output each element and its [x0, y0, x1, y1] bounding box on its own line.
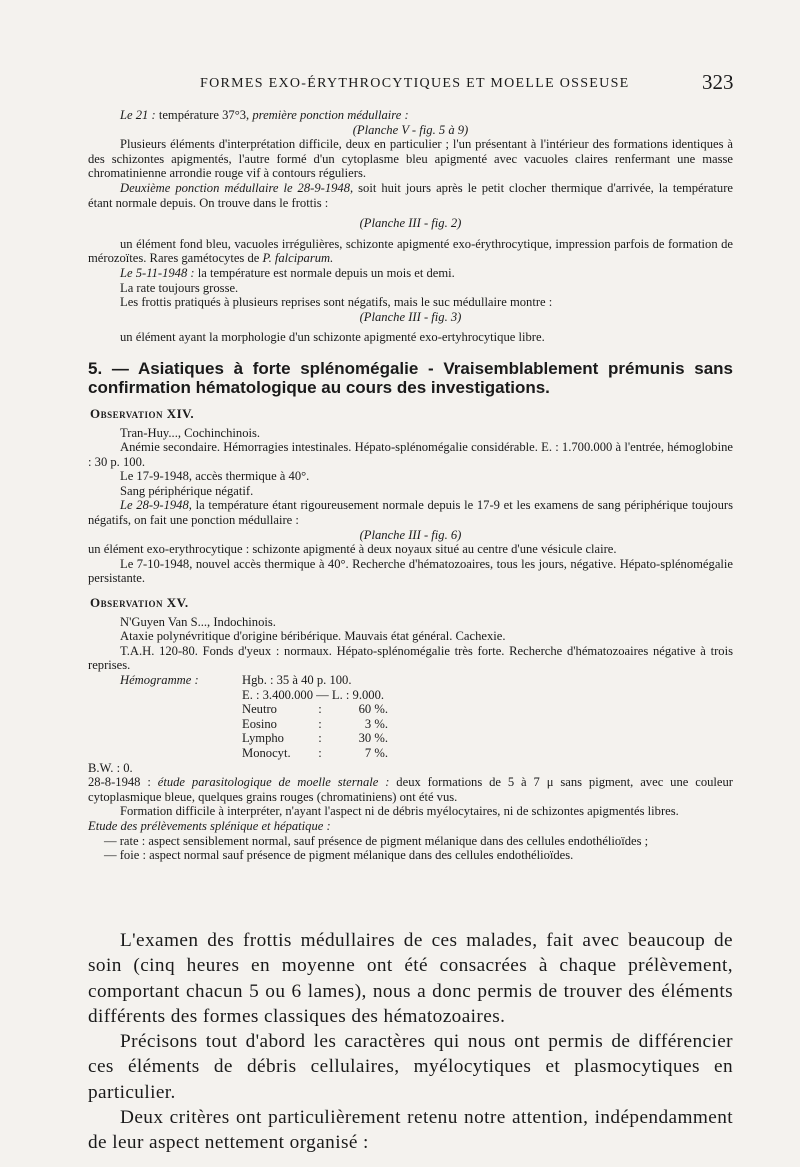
hemo-hgb: Hgb. : 35 à 40 p. 100.	[242, 673, 352, 687]
formula-row: Monocyt. : 7 %.	[242, 745, 388, 760]
obs14-le-7: Le 7-10-1948, nouvel accès thermique à 40°. Recherche d'hématozoaires, tous les jours, négative. Hépato-splénomégalie persistante.	[88, 556, 733, 586]
hemogramme	[120, 673, 733, 761]
planche-v-ref: (Planche V - fig. 5 à 9)	[352, 122, 469, 137]
planche-iii-fig2-ref: (Planche III - fig. 2)	[359, 216, 462, 231]
obs15-line: N'Guyen Van S..., Indochinois.	[120, 614, 276, 629]
paragraph-criteres: Deux critères ont particulièrement retenu notre attention, indépendamment de leur aspect nettement organisé :	[88, 1107, 733, 1154]
planche-iii-fig3-ref: (Planche III - fig. 3)	[359, 309, 462, 324]
obs14-le-28-text: la température étant rigoureusement normale depuis le 17-9 et les examens de sang périphérique toujours négatifs, on fait une ponction médullaire :	[88, 498, 733, 528]
observation-xv-title: Observation XV.	[90, 595, 189, 611]
body-small-text	[88, 108, 733, 863]
observation-xiv-title: Observation XIV.	[90, 405, 195, 421]
obs15-rate: — rate : aspect sensiblement normal, sauf présence de pigment mélanique dans des cellules endothélioïdes ;	[104, 833, 649, 848]
paragraph-precisons: Précisons tout d'abord les caractères qui nous ont permis de différencier ces éléments de débris cellulaires, myélocytiques et plasmocytiques en particulier.	[88, 1031, 733, 1103]
le-21-ponction: première ponction médullaire :	[252, 108, 409, 122]
obs15-date: 28-8-1948 :	[88, 775, 151, 790]
paragraph-element-fond-bleu	[88, 237, 733, 266]
obs14-line: Sang périphérique négatif.	[120, 483, 254, 498]
section-5-heading: 5. — Asiatiques à forte splénomégalie - Vraisemblablement prémunis sans confirmation hématologique au cours des investigations.	[88, 358, 733, 397]
le-5-11-line	[88, 266, 733, 281]
le-5-11-text: la température est normale depuis un mois et demi.	[194, 265, 455, 280]
obs15-line: Ataxie polynévritique d'origine béribérique. Mauvais état général. Cachexie.	[120, 629, 506, 644]
obs14-line: Le 17-9-1948, accès thermique à 40°.	[120, 469, 310, 484]
obs15-formation: Formation difficile à interpréter, n'ayant l'aspect ni de débris myélocytaires, ni de schizontes apigmentés libres.	[120, 804, 679, 819]
page-number: 323	[702, 70, 734, 94]
obs14-line: Tran-Huy..., Cochinchinois.	[120, 425, 261, 440]
obs15-etude-label: étude parasitologique de moelle sternale :	[150, 775, 390, 790]
paragraph-schizonte-libre: un élément ayant la morphologie d'un schizonte apigmenté exo-ertyhrocytique libre.	[120, 330, 545, 345]
le-21-temperature: température 37°3,	[155, 108, 253, 122]
deuxieme-ponction-text: soit huit jours après le petit clocher thermique d'arrivée, la température étant normale depuis. On trouve dans le frottis :	[88, 180, 733, 210]
hemogramme-label: Hémogramme :	[120, 673, 199, 687]
obs15-etude-text: deux formations de 5 à 7 μ sans pigment, avec une couleur cytoplasmique bleue, quelques grains rouges (chromatiniens) ont été vus.	[88, 775, 733, 804]
obs15-etude-prelevements: Etude des prélèvements splénique et hépatique :	[88, 818, 331, 833]
hemogramme-values	[242, 673, 388, 761]
species-name: P. falciparum.	[262, 251, 334, 266]
paragraph-examen: L'examen des frottis médullaires de ces malades, fait avec beaucoup de soin (cinq heures en moyenne ont été consacrées à chaque prélèvement, comportant chacun 5 ou 6 lames), nous a donc permis de trouver des éléments différents des formes classiques des hématozoaires.	[88, 930, 733, 1027]
formula-row: Neutro : 60 %.	[242, 702, 388, 717]
formula-row: Lympho : 30 %.	[242, 731, 388, 746]
obs14-le-28	[88, 498, 733, 527]
formula-row: Eosino : 3 %.	[242, 716, 388, 731]
deuxieme-ponction-label: Deuxième ponction médullaire le 28-9-1948,	[120, 180, 354, 195]
para2-text: un élément fond bleu, vacuoles irrégulières, schizonte apigmenté exo-érythrocytique, impression parfois de formation de mérozoïtes. Rares gamétocytes de	[88, 236, 733, 266]
obs14-planche-ref: (Planche III - fig. 6)	[359, 527, 462, 542]
obs14-element: un élément exo-erythrocytique : schizonte apigmenté à deux noyaux situé au centre d'une vésicule claire.	[88, 542, 617, 557]
obs14-line: Anémie secondaire. Hémorragies intestinales. Hépato-splénomégalie considérable. E. : 1.700.000 à l'entrée, hémoglobine : 30 p. 100.	[88, 440, 733, 469]
body-large-text	[88, 928, 733, 1156]
le-21-label: Le 21 :	[120, 108, 156, 122]
obs15-etude-parasito	[88, 775, 733, 804]
rate-line: La rate toujours grosse.	[120, 280, 239, 295]
hemo-counts: E. : 3.400.000 — L. : 9.000.	[242, 687, 385, 702]
obs14-le-28-label: Le 28-9-1948,	[120, 498, 192, 513]
le-5-11-label: Le 5-11-1948 :	[120, 265, 195, 280]
deuxieme-ponction	[88, 181, 733, 210]
paragraph-elements: Plusieurs éléments d'interprétation difficile, deux en particulier ; l'un présentant à l'intérieur des formations identiques à des schizontes apigmentés, l'autre formé d'un cytoplasme bleu apigmenté avec vacuoles claires renfermant une masse chromatinienne arrondie rouge vif à contours réguliers.	[88, 137, 733, 181]
frottis-line: Les frottis pratiqués à plusieurs reprises sont négatifs, mais le suc médullaire montre :	[120, 295, 553, 310]
obs15-foie: — foie : aspect normal sauf présence de pigment mélanique dans des cellules endothélioïdes.	[104, 848, 574, 863]
running-title: FORMES EXO-ÉRYTHROCYTIQUES ET MOELLE OSSEUSE	[200, 76, 630, 91]
le-21-line	[88, 108, 733, 123]
obs15-line: T.A.H. 120-80. Fonds d'yeux : normaux. Hépato-splénomégalie très forte. Recherche d'hématozoaires négative à trois reprises.	[88, 643, 733, 673]
bw-line: B.W. : 0.	[88, 760, 133, 775]
